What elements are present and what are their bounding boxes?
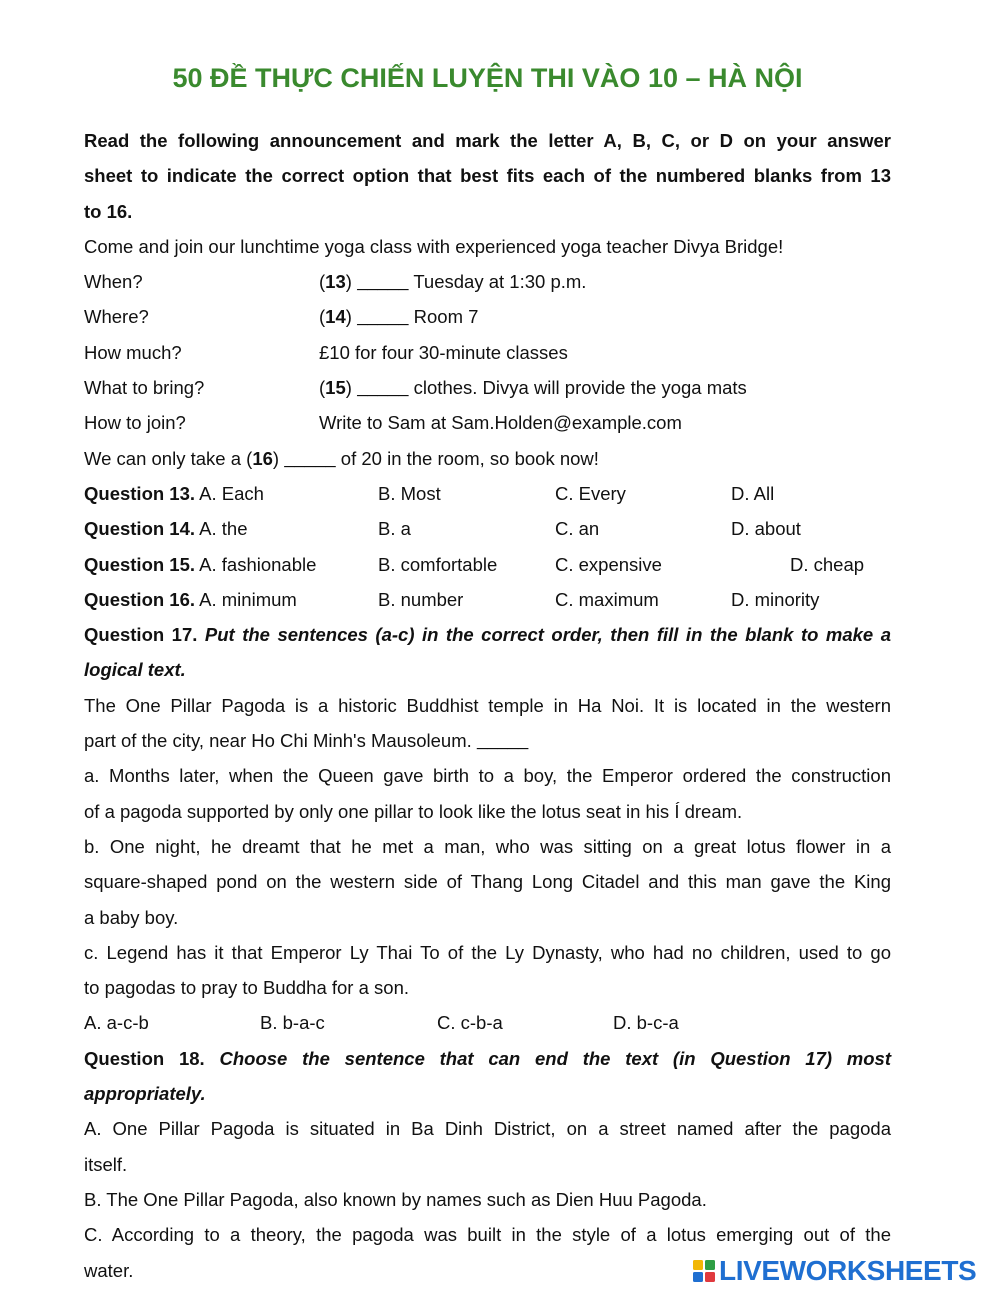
announcement-row-when — [84, 264, 891, 299]
announcement-row-where — [84, 299, 891, 334]
question-14 — [84, 511, 891, 546]
question-label: Question 17. — [84, 624, 198, 646]
question-label: Question 13. — [84, 482, 196, 504]
row-label: What to bring? — [84, 377, 205, 399]
option-c[interactable]: C. expensive — [555, 553, 662, 575]
row-value: £10 for four 30-minute classes — [319, 341, 568, 363]
q17-passage-line-2: part of the city, near Ho Chi Minh's Mausoleum. _____ — [84, 730, 529, 752]
option-c[interactable]: C. Every — [555, 482, 626, 504]
question-18-instruction-cont: appropriately. — [84, 1083, 206, 1105]
q17-sentence-b-end: a baby boy. — [84, 906, 179, 928]
q17-sentence-c: c. Legend has it that Emperor Ly Thai To of the Ly Dynasty, who had no children, used to go — [84, 941, 891, 963]
blank-15[interactable]: _____ — [357, 377, 409, 399]
announcement-row-join — [84, 405, 891, 440]
option-b[interactable]: B. a — [378, 518, 411, 540]
question-label: Question 14. — [84, 518, 196, 540]
blank-17[interactable]: _____ — [476, 730, 529, 752]
option-a[interactable]: A. minimum — [199, 588, 297, 610]
q17-sentence-c-cont: to pagodas to pray to Buddha for a son. — [84, 977, 410, 999]
option-a[interactable]: A. the — [199, 518, 248, 540]
option-a[interactable]: A. fashionable — [199, 553, 317, 575]
worksheet-content — [84, 123, 891, 1288]
liveworksheets-logo-icon — [692, 1259, 716, 1283]
option-c[interactable]: C. maximum — [555, 588, 659, 610]
q17-sentence-a-cont: of a pagoda supported by only one pillar to look like the lotus seat in his Í dream. — [84, 800, 743, 822]
option-d[interactable]: D. cheap — [790, 553, 865, 575]
option-a[interactable]: A. a-c-b — [84, 1012, 149, 1034]
option-c[interactable]: C. an — [555, 518, 600, 540]
row-value: (14) _____ Room 7 — [319, 306, 479, 328]
question-label: Question 16. — [84, 588, 196, 610]
instructions-line-3: to 16. — [84, 200, 133, 222]
q18-option-c-cont[interactable]: water. — [84, 1259, 134, 1281]
option-b[interactable]: B. number — [378, 588, 464, 610]
q17-sentence-a: a. Months later, when the Queen gave birth to a boy, the Emperor ordered the construction — [84, 765, 891, 787]
blank-16[interactable]: _____ — [284, 447, 336, 469]
option-d[interactable]: D. about — [731, 518, 801, 540]
option-a[interactable]: A. Each — [199, 482, 264, 504]
logo-text: LIVEWORKSHEETS — [719, 1255, 977, 1286]
q18-option-a-cont[interactable]: itself. — [84, 1153, 128, 1175]
question-label: Question 18. — [84, 1047, 205, 1069]
row-value: (15) _____ clothes. Divya will provide the yoga mats — [319, 377, 747, 399]
q18-option-c[interactable]: C. According to a theory, the pagoda was built in the style of a lotus emerging out of the — [84, 1224, 891, 1246]
option-c[interactable]: C. c-b-a — [437, 1012, 503, 1034]
row-value: Write to Sam at Sam.Holden@example.com — [319, 412, 682, 434]
row-value: (13) _____ Tuesday at 1:30 p.m. — [319, 271, 587, 293]
row-label: How to join? — [84, 412, 186, 434]
question-18-instruction: Question 18. Choose the sentence that can end the text (in Question 17) most — [84, 1047, 892, 1069]
blank-14[interactable]: _____ — [357, 306, 409, 328]
question-15 — [84, 547, 891, 582]
announcement-row-bring — [84, 370, 891, 405]
question-label: Question 15. — [84, 553, 196, 575]
question-16 — [84, 582, 891, 617]
q17-sentence-b: b. One night, he dreamt that he met a man, who was sitting on a great lotus flower in a — [84, 835, 891, 857]
announcement-row-price — [84, 335, 891, 370]
instructions-line-2: sheet to indicate the correct option that best fits each of the numbered blanks from 13 — [84, 165, 891, 187]
option-b[interactable]: B. comfortable — [378, 553, 498, 575]
row-label: Where? — [84, 306, 149, 328]
announcement-intro: Come and join our lunchtime yoga class with experienced yoga teacher Divya Bridge! — [84, 235, 784, 257]
announcement-closing: We can only take a (16) _____ of 20 in the room, so book now! — [84, 447, 599, 469]
option-b[interactable]: B. Most — [378, 482, 441, 504]
page-title: 50 ĐỀ THỰC CHIẾN LUYỆN THI VÀO 10 – HÀ NỘI — [172, 63, 803, 93]
option-b[interactable]: B. b-a-c — [260, 1012, 325, 1034]
q18-option-b[interactable]: B. The One Pillar Pagoda, also known by names such as Dien Huu Pagoda. — [84, 1188, 707, 1210]
q17-sentence-b-cont: square-shaped pond on the western side of Thang Long Citadel and this man gave the King — [84, 871, 891, 893]
row-label: When? — [84, 271, 143, 293]
row-label: How much? — [84, 341, 182, 363]
q17-passage-line-1: The One Pillar Pagoda is a historic Buddhist temple in Ha Noi. It is located in the western — [84, 694, 891, 716]
q17-options — [84, 1005, 891, 1040]
blank-13[interactable]: _____ — [357, 271, 409, 293]
instructions-line-1: Read the following announcement and mark the letter A, B, C, or D on your answer — [84, 130, 891, 151]
option-d[interactable]: D. All — [731, 482, 775, 504]
question-13 — [84, 476, 891, 511]
question-17-instruction-cont: logical text. — [84, 659, 186, 681]
option-d[interactable]: D. b-c-a — [613, 1012, 679, 1034]
liveworksheets-logo — [692, 1254, 976, 1288]
question-17-instruction: Question 17. Put the sentences (a-c) in the correct order, then fill in the blank to make a — [84, 624, 892, 646]
q18-option-a[interactable]: A. One Pillar Pagoda is situated in Ba Dinh District, on a street named after the pagoda — [84, 1118, 891, 1140]
option-d[interactable]: D. minority — [731, 588, 820, 610]
